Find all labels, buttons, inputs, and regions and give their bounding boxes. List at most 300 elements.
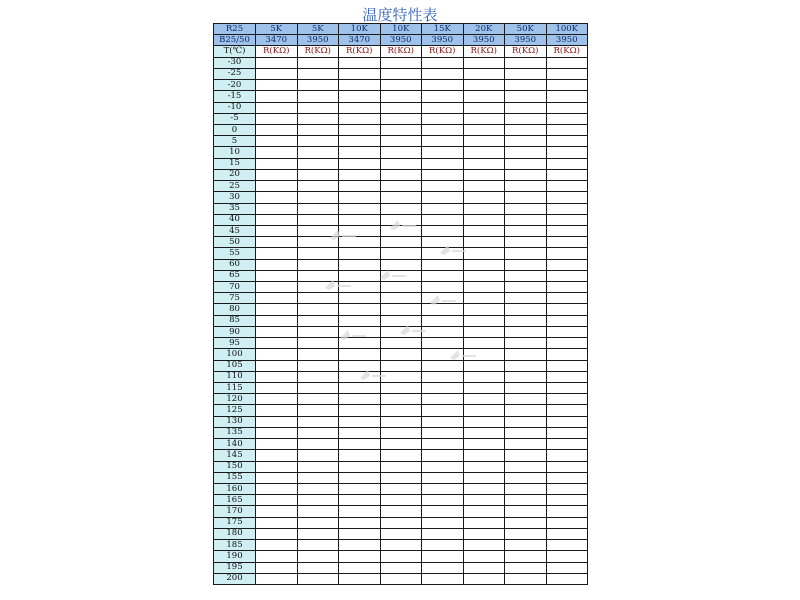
- header-cell: 3950: [546, 35, 588, 46]
- resistance-value-cell: [339, 304, 381, 315]
- table-row: [214, 57, 588, 68]
- resistance-value-cell: [463, 304, 505, 315]
- resistance-value-cell: [463, 91, 505, 102]
- resistance-value-cell: [505, 304, 547, 315]
- resistance-value-cell: [256, 338, 298, 349]
- table-row: [214, 293, 588, 304]
- resistance-value-cell: [380, 237, 422, 248]
- temperature-cell: 130: [214, 416, 256, 427]
- resistance-value-cell: [297, 192, 339, 203]
- header-cell: 50K: [505, 24, 547, 35]
- resistance-value-cell: [505, 450, 547, 461]
- resistance-value-cell: [256, 80, 298, 91]
- resistance-value-cell: [380, 573, 422, 584]
- resistance-value-cell: [380, 461, 422, 472]
- resistance-value-cell: [546, 540, 588, 551]
- resistance-value-cell: [422, 68, 464, 79]
- resistance-value-cell: [256, 483, 298, 494]
- resistance-value-cell: [422, 282, 464, 293]
- resistance-value-cell: [422, 80, 464, 91]
- resistance-value-cell: [546, 304, 588, 315]
- resistance-value-cell: [546, 506, 588, 517]
- resistance-value-cell: [339, 573, 381, 584]
- resistance-value-cell: [339, 293, 381, 304]
- resistance-value-cell: [297, 282, 339, 293]
- resistance-value-cell: [546, 270, 588, 281]
- resistance-value-cell: [463, 237, 505, 248]
- resistance-value-cell: [297, 517, 339, 528]
- resistance-value-cell: [256, 517, 298, 528]
- resistance-value-cell: [256, 427, 298, 438]
- temperature-cell: 55: [214, 248, 256, 259]
- resistance-value-cell: [380, 169, 422, 180]
- resistance-value-cell: [339, 416, 381, 427]
- resistance-value-cell: [422, 315, 464, 326]
- temperature-cell: 155: [214, 472, 256, 483]
- resistance-value-cell: [380, 383, 422, 394]
- resistance-value-cell: [546, 68, 588, 79]
- resistance-value-cell: [380, 102, 422, 113]
- resistance-value-cell: [463, 540, 505, 551]
- resistance-value-cell: [339, 562, 381, 573]
- temperature-cell: 95: [214, 338, 256, 349]
- resistance-value-cell: [422, 338, 464, 349]
- resistance-value-cell: [297, 225, 339, 236]
- resistance-value-cell: [546, 136, 588, 147]
- resistance-value-cell: [297, 270, 339, 281]
- resistance-value-cell: [422, 225, 464, 236]
- resistance-value-cell: [297, 136, 339, 147]
- table-row: [214, 371, 588, 382]
- resistance-value-cell: [297, 169, 339, 180]
- header-cell: 20K: [463, 24, 505, 35]
- resistance-value-cell: [256, 68, 298, 79]
- resistance-value-cell: [256, 259, 298, 270]
- resistance-value-cell: [256, 472, 298, 483]
- resistance-value-cell: [546, 203, 588, 214]
- resistance-value-cell: [505, 80, 547, 91]
- resistance-value-cell: [297, 203, 339, 214]
- resistance-value-cell: [505, 495, 547, 506]
- resistance-value-cell: [256, 102, 298, 113]
- resistance-value-cell: [546, 91, 588, 102]
- resistance-value-cell: [546, 102, 588, 113]
- resistance-value-cell: [339, 147, 381, 158]
- table-row: [214, 181, 588, 192]
- resistance-value-cell: [505, 405, 547, 416]
- table-row: [214, 282, 588, 293]
- header-cell: 15K: [422, 24, 464, 35]
- temperature-cell: 35: [214, 203, 256, 214]
- resistance-value-cell: [463, 169, 505, 180]
- resistance-value-cell: [256, 124, 298, 135]
- resistance-value-cell: [422, 371, 464, 382]
- temperature-cell: 60: [214, 259, 256, 270]
- resistance-value-cell: [546, 394, 588, 405]
- resistance-value-cell: [546, 57, 588, 68]
- resistance-value-cell: [256, 270, 298, 281]
- resistance-value-cell: [422, 102, 464, 113]
- resistance-value-cell: [505, 203, 547, 214]
- resistance-value-cell: [380, 68, 422, 79]
- table-row: [214, 528, 588, 539]
- resistance-value-cell: [339, 91, 381, 102]
- resistance-value-cell: [463, 248, 505, 259]
- table-row: [214, 225, 588, 236]
- temperature-cell: 40: [214, 214, 256, 225]
- resistance-value-cell: [256, 394, 298, 405]
- resistance-value-cell: [422, 203, 464, 214]
- resistance-value-cell: [505, 427, 547, 438]
- resistance-value-cell: [505, 439, 547, 450]
- resistance-value-cell: [380, 506, 422, 517]
- resistance-value-cell: [463, 293, 505, 304]
- resistance-value-cell: [546, 214, 588, 225]
- resistance-value-cell: [546, 517, 588, 528]
- resistance-value-cell: [339, 349, 381, 360]
- temperature-cell: 180: [214, 528, 256, 539]
- resistance-value-cell: [339, 237, 381, 248]
- resistance-value-cell: [339, 517, 381, 528]
- resistance-value-cell: [546, 80, 588, 91]
- resistance-value-cell: [422, 158, 464, 169]
- resistance-value-cell: [380, 192, 422, 203]
- resistance-value-cell: [339, 394, 381, 405]
- resistance-value-cell: [297, 57, 339, 68]
- resistance-value-cell: [297, 91, 339, 102]
- temperature-cell: 80: [214, 304, 256, 315]
- resistance-value-cell: [380, 528, 422, 539]
- resistance-value-cell: [546, 158, 588, 169]
- resistance-value-cell: [463, 147, 505, 158]
- resistance-value-cell: [256, 315, 298, 326]
- resistance-unit-cell: R(KΩ): [463, 46, 505, 57]
- header-cell: 3950: [380, 35, 422, 46]
- resistance-value-cell: [546, 225, 588, 236]
- resistance-value-cell: [297, 304, 339, 315]
- resistance-value-cell: [546, 472, 588, 483]
- temperature-cell: 15: [214, 158, 256, 169]
- resistance-value-cell: [339, 360, 381, 371]
- resistance-value-cell: [463, 405, 505, 416]
- resistance-value-cell: [422, 214, 464, 225]
- temperature-cell: -30: [214, 57, 256, 68]
- resistance-value-cell: [546, 349, 588, 360]
- resistance-value-cell: [422, 517, 464, 528]
- temperature-cell: 100: [214, 349, 256, 360]
- header-cell: 100K: [546, 24, 588, 35]
- resistance-value-cell: [422, 259, 464, 270]
- resistance-value-cell: [380, 394, 422, 405]
- resistance-value-cell: [297, 439, 339, 450]
- resistance-value-cell: [297, 181, 339, 192]
- resistance-value-cell: [297, 573, 339, 584]
- resistance-value-cell: [256, 214, 298, 225]
- temperature-cell: -20: [214, 80, 256, 91]
- header-cell: 3950: [297, 35, 339, 46]
- resistance-value-cell: [463, 315, 505, 326]
- temperature-cell: 165: [214, 495, 256, 506]
- table-row: [214, 136, 588, 147]
- resistance-value-cell: [546, 562, 588, 573]
- resistance-value-cell: [380, 472, 422, 483]
- resistance-value-cell: [422, 483, 464, 494]
- resistance-value-cell: [380, 416, 422, 427]
- table-row: [214, 383, 588, 394]
- temperature-cell: 120: [214, 394, 256, 405]
- resistance-value-cell: [339, 259, 381, 270]
- resistance-value-cell: [339, 214, 381, 225]
- resistance-value-cell: [546, 495, 588, 506]
- resistance-value-cell: [297, 124, 339, 135]
- header-cell: 3470: [256, 35, 298, 46]
- resistance-value-cell: [546, 371, 588, 382]
- resistance-value-cell: [380, 158, 422, 169]
- resistance-value-cell: [297, 326, 339, 337]
- resistance-value-cell: [380, 540, 422, 551]
- resistance-value-cell: [380, 517, 422, 528]
- resistance-value-cell: [505, 91, 547, 102]
- resistance-value-cell: [463, 326, 505, 337]
- resistance-value-cell: [463, 124, 505, 135]
- resistance-value-cell: [505, 506, 547, 517]
- resistance-value-cell: [505, 461, 547, 472]
- temperature-cell: 190: [214, 551, 256, 562]
- resistance-value-cell: [505, 338, 547, 349]
- table-row: [214, 551, 588, 562]
- header-label-cell: B25/50: [214, 35, 256, 46]
- table-row: [214, 450, 588, 461]
- resistance-value-cell: [380, 450, 422, 461]
- resistance-value-cell: [297, 416, 339, 427]
- resistance-unit-cell: R(KΩ): [297, 46, 339, 57]
- resistance-value-cell: [546, 405, 588, 416]
- header-cell: 3470: [339, 35, 381, 46]
- resistance-value-cell: [339, 57, 381, 68]
- resistance-value-cell: [380, 203, 422, 214]
- temperature-cell: -10: [214, 102, 256, 113]
- resistance-value-cell: [339, 551, 381, 562]
- table-row: [214, 394, 588, 405]
- resistance-value-cell: [256, 326, 298, 337]
- resistance-value-cell: [505, 113, 547, 124]
- header-row: [214, 24, 588, 35]
- resistance-value-cell: [546, 147, 588, 158]
- resistance-value-cell: [339, 102, 381, 113]
- resistance-value-cell: [339, 169, 381, 180]
- resistance-value-cell: [297, 237, 339, 248]
- table-row: [214, 270, 588, 281]
- resistance-value-cell: [380, 495, 422, 506]
- resistance-value-cell: [339, 540, 381, 551]
- resistance-value-cell: [380, 113, 422, 124]
- resistance-value-cell: [297, 461, 339, 472]
- temperature-cell: 50: [214, 237, 256, 248]
- resistance-value-cell: [256, 158, 298, 169]
- resistance-value-cell: [297, 68, 339, 79]
- resistance-value-cell: [505, 360, 547, 371]
- table-row: [214, 360, 588, 371]
- resistance-value-cell: [463, 338, 505, 349]
- resistance-value-cell: [546, 293, 588, 304]
- resistance-value-cell: [422, 270, 464, 281]
- resistance-value-cell: [463, 57, 505, 68]
- resistance-unit-cell: R(KΩ): [422, 46, 464, 57]
- temperature-cell: 170: [214, 506, 256, 517]
- resistance-value-cell: [380, 304, 422, 315]
- resistance-value-cell: [297, 315, 339, 326]
- resistance-value-cell: [463, 259, 505, 270]
- table-row: [214, 349, 588, 360]
- table-row: [214, 113, 588, 124]
- resistance-value-cell: [422, 573, 464, 584]
- resistance-value-cell: [380, 225, 422, 236]
- resistance-value-cell: [297, 427, 339, 438]
- resistance-value-cell: [546, 282, 588, 293]
- resistance-value-cell: [505, 483, 547, 494]
- temperature-cell: 140: [214, 439, 256, 450]
- resistance-value-cell: [256, 573, 298, 584]
- resistance-value-cell: [463, 282, 505, 293]
- resistance-value-cell: [339, 450, 381, 461]
- resistance-value-cell: [505, 270, 547, 281]
- resistance-value-cell: [256, 147, 298, 158]
- resistance-value-cell: [505, 248, 547, 259]
- resistance-value-cell: [505, 169, 547, 180]
- resistance-value-cell: [380, 427, 422, 438]
- table-row: [214, 91, 588, 102]
- resistance-value-cell: [505, 383, 547, 394]
- temperature-unit-label: T(℃): [214, 46, 256, 57]
- resistance-value-cell: [380, 282, 422, 293]
- resistance-value-cell: [380, 293, 422, 304]
- resistance-value-cell: [546, 551, 588, 562]
- resistance-value-cell: [256, 495, 298, 506]
- resistance-value-cell: [339, 371, 381, 382]
- table-row: [214, 237, 588, 248]
- resistance-value-cell: [380, 315, 422, 326]
- resistance-value-cell: [546, 169, 588, 180]
- resistance-value-cell: [339, 192, 381, 203]
- resistance-value-cell: [505, 315, 547, 326]
- resistance-value-cell: [380, 270, 422, 281]
- table-row: [214, 203, 588, 214]
- resistance-value-cell: [505, 192, 547, 203]
- resistance-value-cell: [422, 192, 464, 203]
- resistance-value-cell: [339, 203, 381, 214]
- resistance-value-cell: [546, 360, 588, 371]
- resistance-value-cell: [339, 427, 381, 438]
- temperature-cell: 65: [214, 270, 256, 281]
- resistance-value-cell: [297, 405, 339, 416]
- resistance-value-cell: [297, 506, 339, 517]
- resistance-value-cell: [339, 68, 381, 79]
- resistance-value-cell: [505, 124, 547, 135]
- resistance-value-cell: [297, 147, 339, 158]
- resistance-value-cell: [422, 248, 464, 259]
- resistance-value-cell: [256, 528, 298, 539]
- table-row: [214, 192, 588, 203]
- resistance-value-cell: [297, 349, 339, 360]
- resistance-value-cell: [546, 259, 588, 270]
- resistance-value-cell: [463, 517, 505, 528]
- table-row: [214, 517, 588, 528]
- temperature-cell: 110: [214, 371, 256, 382]
- resistance-value-cell: [463, 427, 505, 438]
- resistance-value-cell: [297, 214, 339, 225]
- resistance-value-cell: [463, 472, 505, 483]
- resistance-value-cell: [380, 214, 422, 225]
- resistance-value-cell: [380, 326, 422, 337]
- resistance-value-cell: [297, 371, 339, 382]
- resistance-value-cell: [256, 248, 298, 259]
- resistance-value-cell: [339, 136, 381, 147]
- resistance-value-cell: [256, 57, 298, 68]
- resistance-value-cell: [380, 147, 422, 158]
- table-row: [214, 405, 588, 416]
- resistance-value-cell: [505, 349, 547, 360]
- resistance-value-cell: [422, 147, 464, 158]
- resistance-value-cell: [505, 551, 547, 562]
- table-row: [214, 540, 588, 551]
- unit-row: [214, 46, 588, 57]
- resistance-value-cell: [505, 528, 547, 539]
- resistance-value-cell: [505, 57, 547, 68]
- resistance-value-cell: [297, 248, 339, 259]
- resistance-value-cell: [297, 472, 339, 483]
- resistance-value-cell: [505, 181, 547, 192]
- temperature-cell: 75: [214, 293, 256, 304]
- table-row: [214, 562, 588, 573]
- resistance-value-cell: [256, 225, 298, 236]
- resistance-value-cell: [463, 214, 505, 225]
- resistance-value-cell: [463, 349, 505, 360]
- resistance-value-cell: [505, 68, 547, 79]
- resistance-value-cell: [546, 326, 588, 337]
- temperature-cell: 45: [214, 225, 256, 236]
- resistance-value-cell: [380, 349, 422, 360]
- header-cell: 5K: [256, 24, 298, 35]
- resistance-value-cell: [297, 158, 339, 169]
- header-cell: 3950: [422, 35, 464, 46]
- resistance-value-cell: [339, 270, 381, 281]
- resistance-unit-cell: R(KΩ): [546, 46, 588, 57]
- resistance-value-cell: [463, 483, 505, 494]
- resistance-value-cell: [463, 270, 505, 281]
- resistance-value-cell: [256, 506, 298, 517]
- resistance-value-cell: [505, 237, 547, 248]
- resistance-value-cell: [463, 136, 505, 147]
- resistance-value-cell: [297, 551, 339, 562]
- resistance-value-cell: [546, 427, 588, 438]
- header-cell: 3950: [463, 35, 505, 46]
- resistance-value-cell: [380, 338, 422, 349]
- resistance-value-cell: [546, 237, 588, 248]
- table-row: [214, 158, 588, 169]
- table-row: [214, 573, 588, 584]
- resistance-value-cell: [463, 573, 505, 584]
- resistance-value-cell: [422, 551, 464, 562]
- resistance-value-cell: [422, 113, 464, 124]
- resistance-value-cell: [380, 551, 422, 562]
- resistance-value-cell: [256, 293, 298, 304]
- resistance-value-cell: [297, 562, 339, 573]
- resistance-value-cell: [463, 113, 505, 124]
- table-row: [214, 439, 588, 450]
- table-row: [214, 495, 588, 506]
- resistance-value-cell: [339, 124, 381, 135]
- resistance-value-cell: [505, 517, 547, 528]
